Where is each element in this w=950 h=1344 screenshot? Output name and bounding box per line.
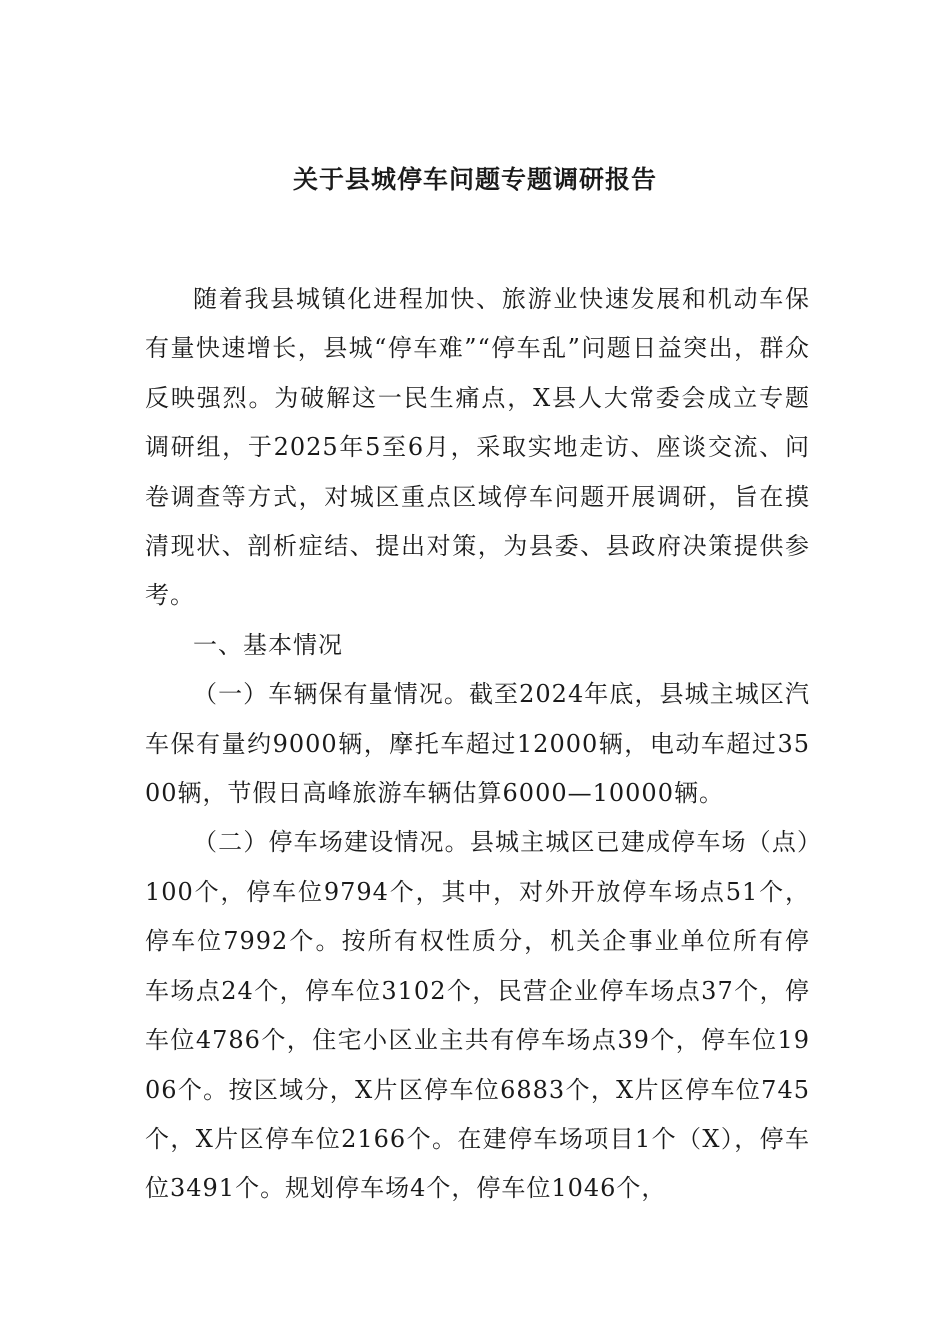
intro-paragraph: 随着我县城镇化进程加快、旅游业快速发展和机动车保有量快速增长，县城“停车难”“停车乱”问题日益突出，群众反映强烈。为破解这一民生痛点，X县人大常委会成立专题调研组，于2025年5至6月，采取实地走访、座谈交流、问卷调查等方式，对城区重点区域停车问题开展调研，旨在摸清现状、剖析症结、提出对策，为县委、县政府决策提供参考。 (145, 285, 810, 610)
document-body (145, 275, 810, 1214)
document-title: 关于县城停车问题专题调研报告 (292, 165, 657, 194)
paragraph-vehicle-ownership: （一）车辆保有量情况。截至2024年底，县城主城区汽车保有量约9000辆，摩托车超过12000辆，电动车超过3500辆，节假日高峰旅游车辆估算6000—10000辆。 (145, 680, 810, 808)
paragraph-parking-construction: （二）停车场建设情况。县城主城区已建成停车场（点）100个，停车位9794个，其中，对外开放停车场点51个，停车位7992个。按所有权性质分，机关企事业单位所有停车场点24个，停车位3102个，民营企业停车场点37个，停车位4786个，住宅小区业主共有停车场点39个，停车位1906个。按区域分，X片区停车位6883个，X片区停车位745个，X片区停车位2166个。在建停车场项目1个（X），停车位3491个。规划停车场4个，停车位1046个， (145, 828, 810, 1203)
section-heading-basic-situation: 一、基本情况 (193, 630, 343, 659)
